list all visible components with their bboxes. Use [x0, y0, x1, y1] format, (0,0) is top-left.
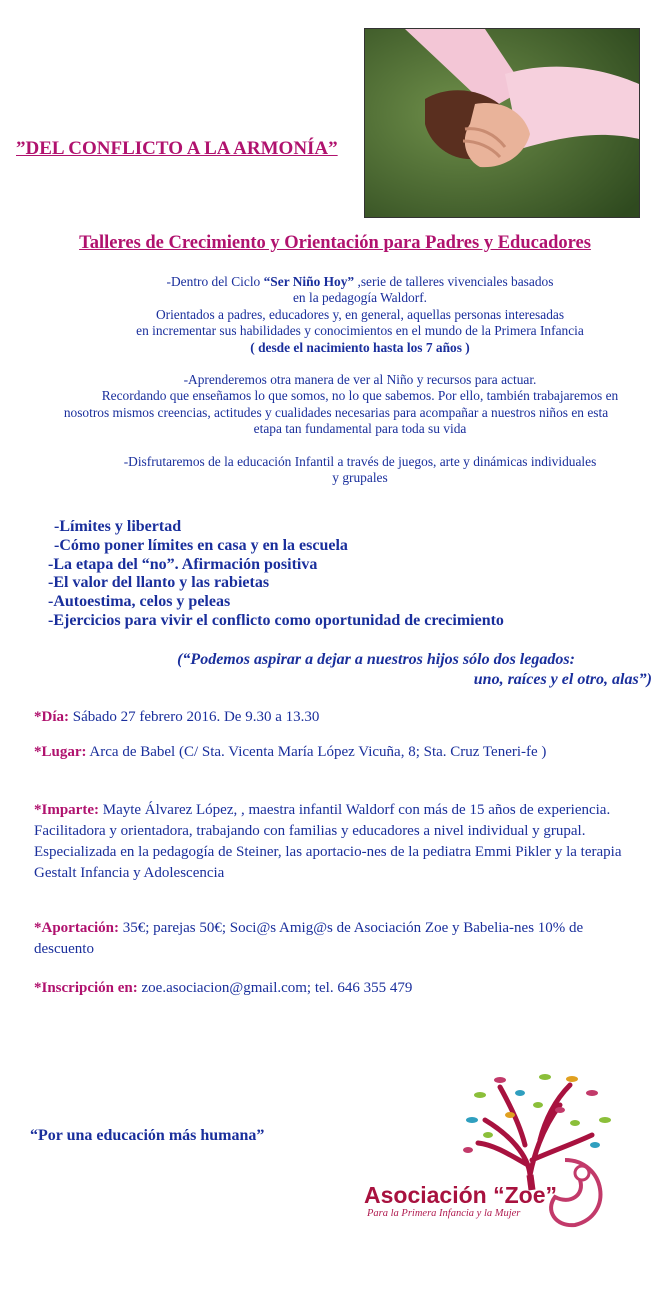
instructor-label: *Imparte:: [34, 802, 99, 818]
tree-mother-child-logo: [360, 1065, 625, 1250]
intro-line: en la pedagogía Waldorf.: [292, 290, 428, 306]
topics-list: [48, 518, 504, 631]
list-item: -El valor del llanto y las rabietas: [48, 574, 270, 592]
date-value: Sábado 27 febrero 2016. De 9.30 a 13.30: [69, 709, 320, 725]
price-label: *Aportación:: [34, 920, 119, 936]
holding-hands-photo: [364, 28, 640, 218]
intro-text: [50, 274, 670, 486]
date-label: *Día:: [34, 709, 69, 725]
quote-line-2: uno, raíces y el otro, alas”): [473, 671, 652, 688]
intro-line: en incrementar sus habilidades y conocimientos en el mundo de la Primera Infancia: [136, 323, 584, 339]
logo-tagline: Para la Primera Infancia y la Mujer: [367, 1208, 521, 1219]
workshop-subtitle: Talleres de Crecimiento y Orientación para Padres y Educadores: [79, 233, 591, 253]
place-value: Arca de Babel (C/ Sta. Vicenta María López Vicuña, 8; Sta. Cruz Teneri-fe ): [86, 744, 547, 760]
price-value: 35€; parejas 50€; Soci@s Amig@s de Asociación Zoe y Babelia-nes 10% de descuento: [34, 920, 584, 957]
registration-value[interactable]: zoe.asociacion@gmail.com; tel. 646 355 479: [137, 980, 413, 996]
instructor-info: [34, 800, 634, 884]
event-title: ”DEL CONFLICTO A LA ARMONÍA”: [16, 138, 338, 159]
intro-line: y grupales: [332, 470, 388, 486]
intro-rest: ,serie de talleres vivenciales basados: [354, 274, 554, 289]
intro-line: [50, 274, 670, 290]
date-info: [34, 707, 634, 728]
quote-line-1: (“Podemos aspirar a dejar a nuestros hijos sólo dos legados:: [177, 651, 575, 668]
intro-line: etapa tan fundamental para toda su vida: [253, 421, 467, 437]
list-item: -Cómo poner límites en casa y en la escuela: [54, 536, 348, 554]
place-label: *Lugar:: [34, 744, 87, 760]
intro-line: -Disfrutaremos de la educación Infantil a través de juegos, arte y dinámicas individuales: [123, 453, 597, 469]
logo-name: Asociación “Zoe”: [364, 1182, 557, 1208]
spacer: [50, 356, 670, 372]
price-info: [34, 918, 634, 960]
quote: [100, 650, 652, 690]
list-item: -Autoestima, celos y peleas: [48, 593, 231, 611]
spacer: [50, 438, 670, 454]
intro-prefix: -Dentro del Ciclo: [166, 274, 264, 289]
intro-line: -Aprenderemos otra manera de ver al Niño y recursos para actuar.: [183, 372, 537, 388]
list-item: -La etapa del “no”. Afirmación positiva: [48, 555, 318, 573]
place-info: [34, 742, 634, 763]
cycle-name: “Ser Niño Hoy”: [263, 274, 355, 289]
registration-label: *Inscripción en:: [34, 980, 138, 996]
list-item: -Ejercicios para vivir el conflicto como oportunidad de crecimiento: [48, 611, 504, 629]
motto: “Por una educación más humana”: [30, 1127, 265, 1144]
list-item: -Límites y libertad: [54, 518, 182, 535]
registration-info: [34, 978, 634, 999]
instructor-value: Mayte Álvarez López, , maestra infantil Waldorf con más de 15 años de experiencia. Facilitadora y orientadora, trabajando con familias y educadores a nivel individual y grupal. Especializada en la pedagogía de Steiner, las aportacio-nes de la pediatra Emmi Pikler y la terapia Gestalt Infancia y Adolescencia: [34, 802, 622, 881]
intro-line: nosotros mismos creencias, actitudes y cualidades necesarias para acompañar a nuestros niños en esta: [63, 404, 609, 420]
intro-line: Orientados a padres, educadores y, en general, aquellas personas interesadas: [155, 306, 565, 322]
age-range: ( desde el nacimiento hasta los 7 años ): [250, 339, 470, 355]
intro-line: Recordando que enseñamos lo que somos, no lo que sabemos. Por ello, también trabajaremos en: [101, 388, 619, 404]
